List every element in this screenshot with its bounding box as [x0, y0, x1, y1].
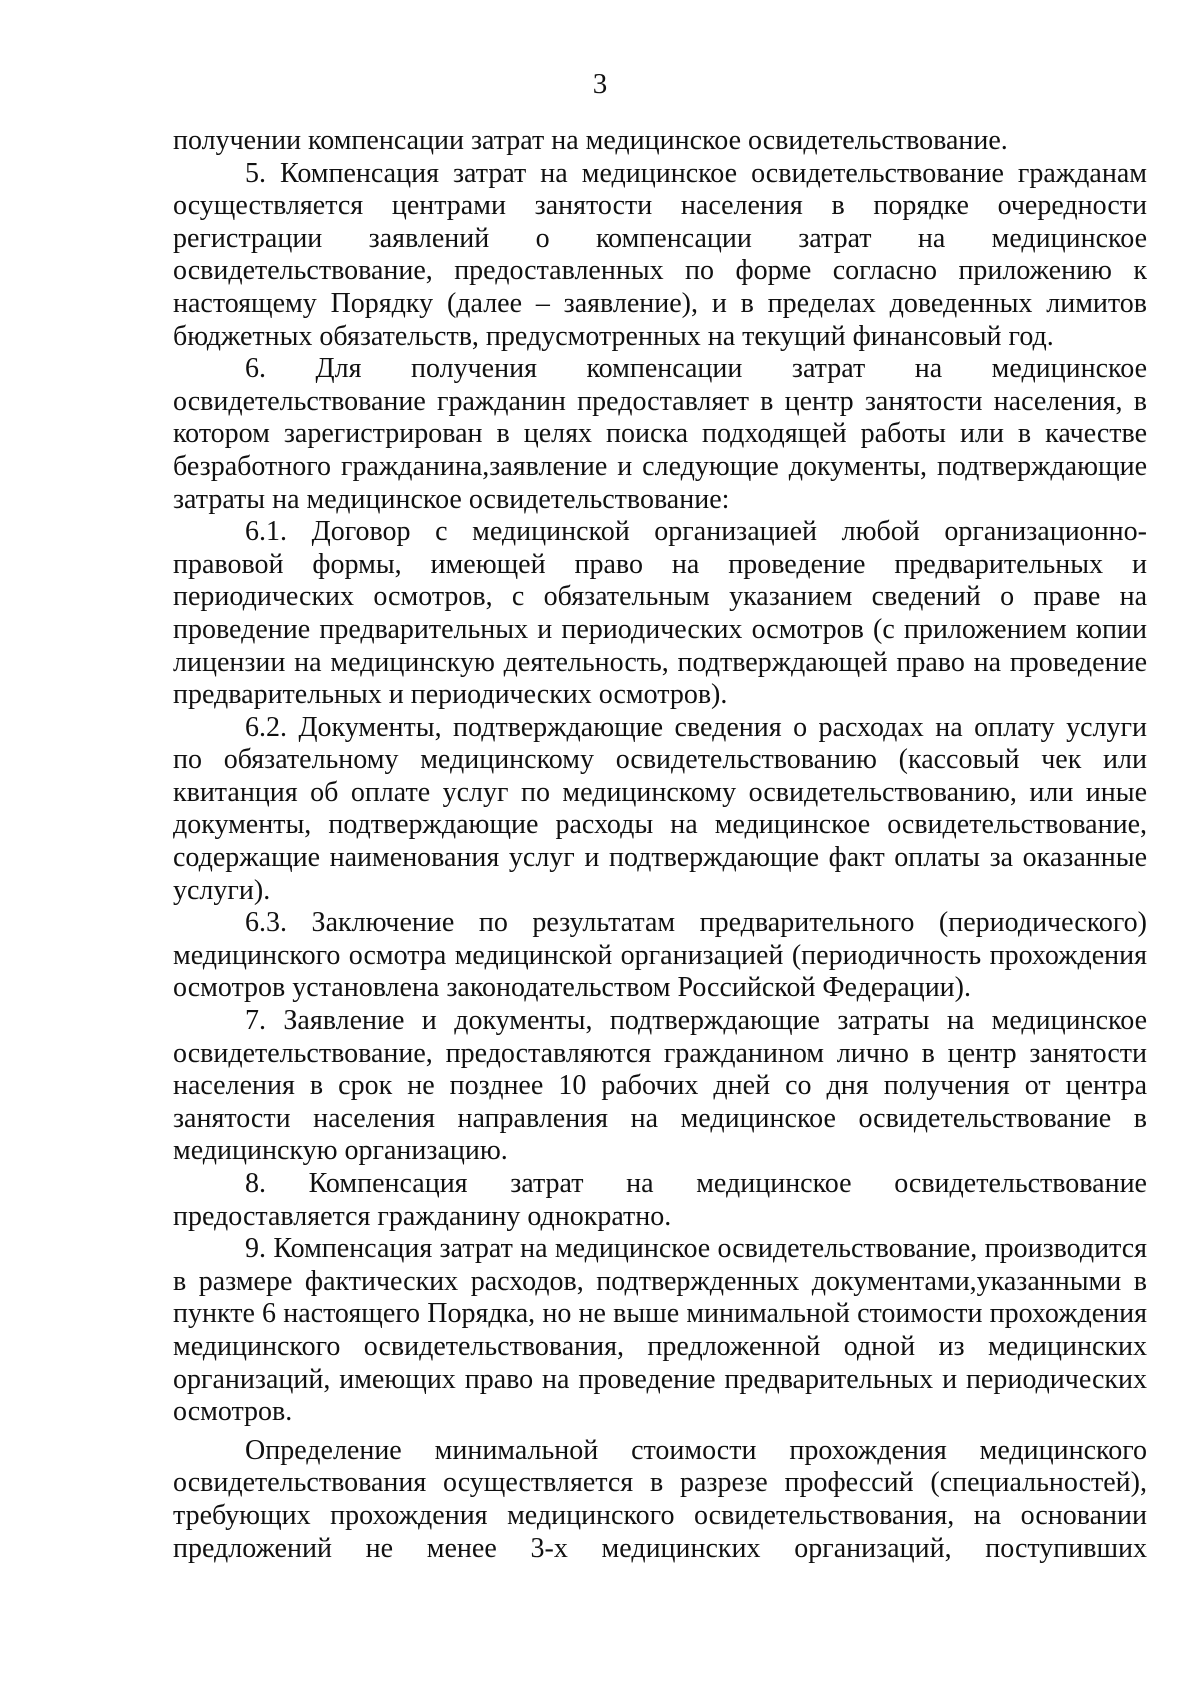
- paragraph-item-6-3: 6.3. Заключение по результатам предварительного (периодического) медицинского осмотра медицинской организацией (периодичность прохождения осмотров установлена законодательством Российской Федерации).: [173, 907, 1147, 1004]
- paragraph-item-6: 6. Для получения компенсации затрат на медицинское освидетельствование гражданин предоставляет в центр занятости населения, в котором зарегистрирован в целях поиска подходящей работы или в качестве безработного гражданина,заявление и следующие документы, подтверждающие затраты на медицинское освидетельствование:: [173, 353, 1147, 515]
- paragraph-item-9: 9. Компенсация затрат на медицинское освидетельствование, производится в размере фактических расходов, подтвержденных документами,указанными в пункте 6 настоящего Порядка, но не выше минимальной стоимости прохождения медицинского освидетельствования, предложенной одной из медицинских организаций, имеющих право на проведение предварительных и периодических осмотров.: [173, 1233, 1147, 1428]
- page-number: 3: [592, 68, 608, 100]
- paragraph-continuation: получении компенсации затрат на медицинское освидетельствование.: [173, 125, 1008, 156]
- paragraph-item-5: 5. Компенсация затрат на медицинское освидетельствование гражданам осуществляется центрами занятости населения в порядке очередности регистрации заявлений о компенсации затрат на медицинское освидетельствование, предоставленных по форме согласно приложению к настоящему Порядку (далее – заявление), и в пределах доведенных лимитов бюджетных обязательств, предусмотренных на текущий финансовый год.: [173, 157, 1147, 352]
- paragraph-item-7: 7. Заявление и документы, подтверждающие затраты на медицинское освидетельствование, предоставляются гражданином лично в центр занятости населения в срок не позднее 10 рабочих дней со дня получения от центра занятости населения направления на медицинское освидетельствование в медицинскую организацию.: [173, 1005, 1147, 1167]
- paragraph-item-8: 8. Компенсация затрат на медицинское освидетельствование предоставляется гражданину однократно.: [173, 1168, 1147, 1232]
- paragraph-item-6-2: 6.2. Документы, подтверждающие сведения о расходах на оплату услуги по обязательному медицинскому освидетельствованию (кассовый чек или квитанция об оплате услуг по медицинскому освидетельствованию, или иные документы, подтверждающие расходы на медицинское освидетельствование, содержащие наименования услуг и подтверждающие факт оплаты за оказанные услуги).: [173, 711, 1147, 906]
- paragraph-min-cost: Определение минимальной стоимости прохождения медицинского освидетельствования осуществляется в разрезе профессий (специальностей), требующих прохождения медицинского освидетельствования, на основании предложений не менее 3-х медицинских организаций, поступивших: [173, 1434, 1147, 1564]
- document-body: [173, 125, 1147, 1565]
- paragraph-item-6-1: 6.1. Договор с медицинской организацией любой организационно-правовой формы, имеющей право на проведение предварительных и периодических осмотров, с обязательным указанием сведений о праве на проведение предварительных и периодических осмотров (с приложением копии лицензии на медицинскую деятельность, подтверждающей право на проведение предварительных и периодических осмотров).: [173, 516, 1147, 711]
